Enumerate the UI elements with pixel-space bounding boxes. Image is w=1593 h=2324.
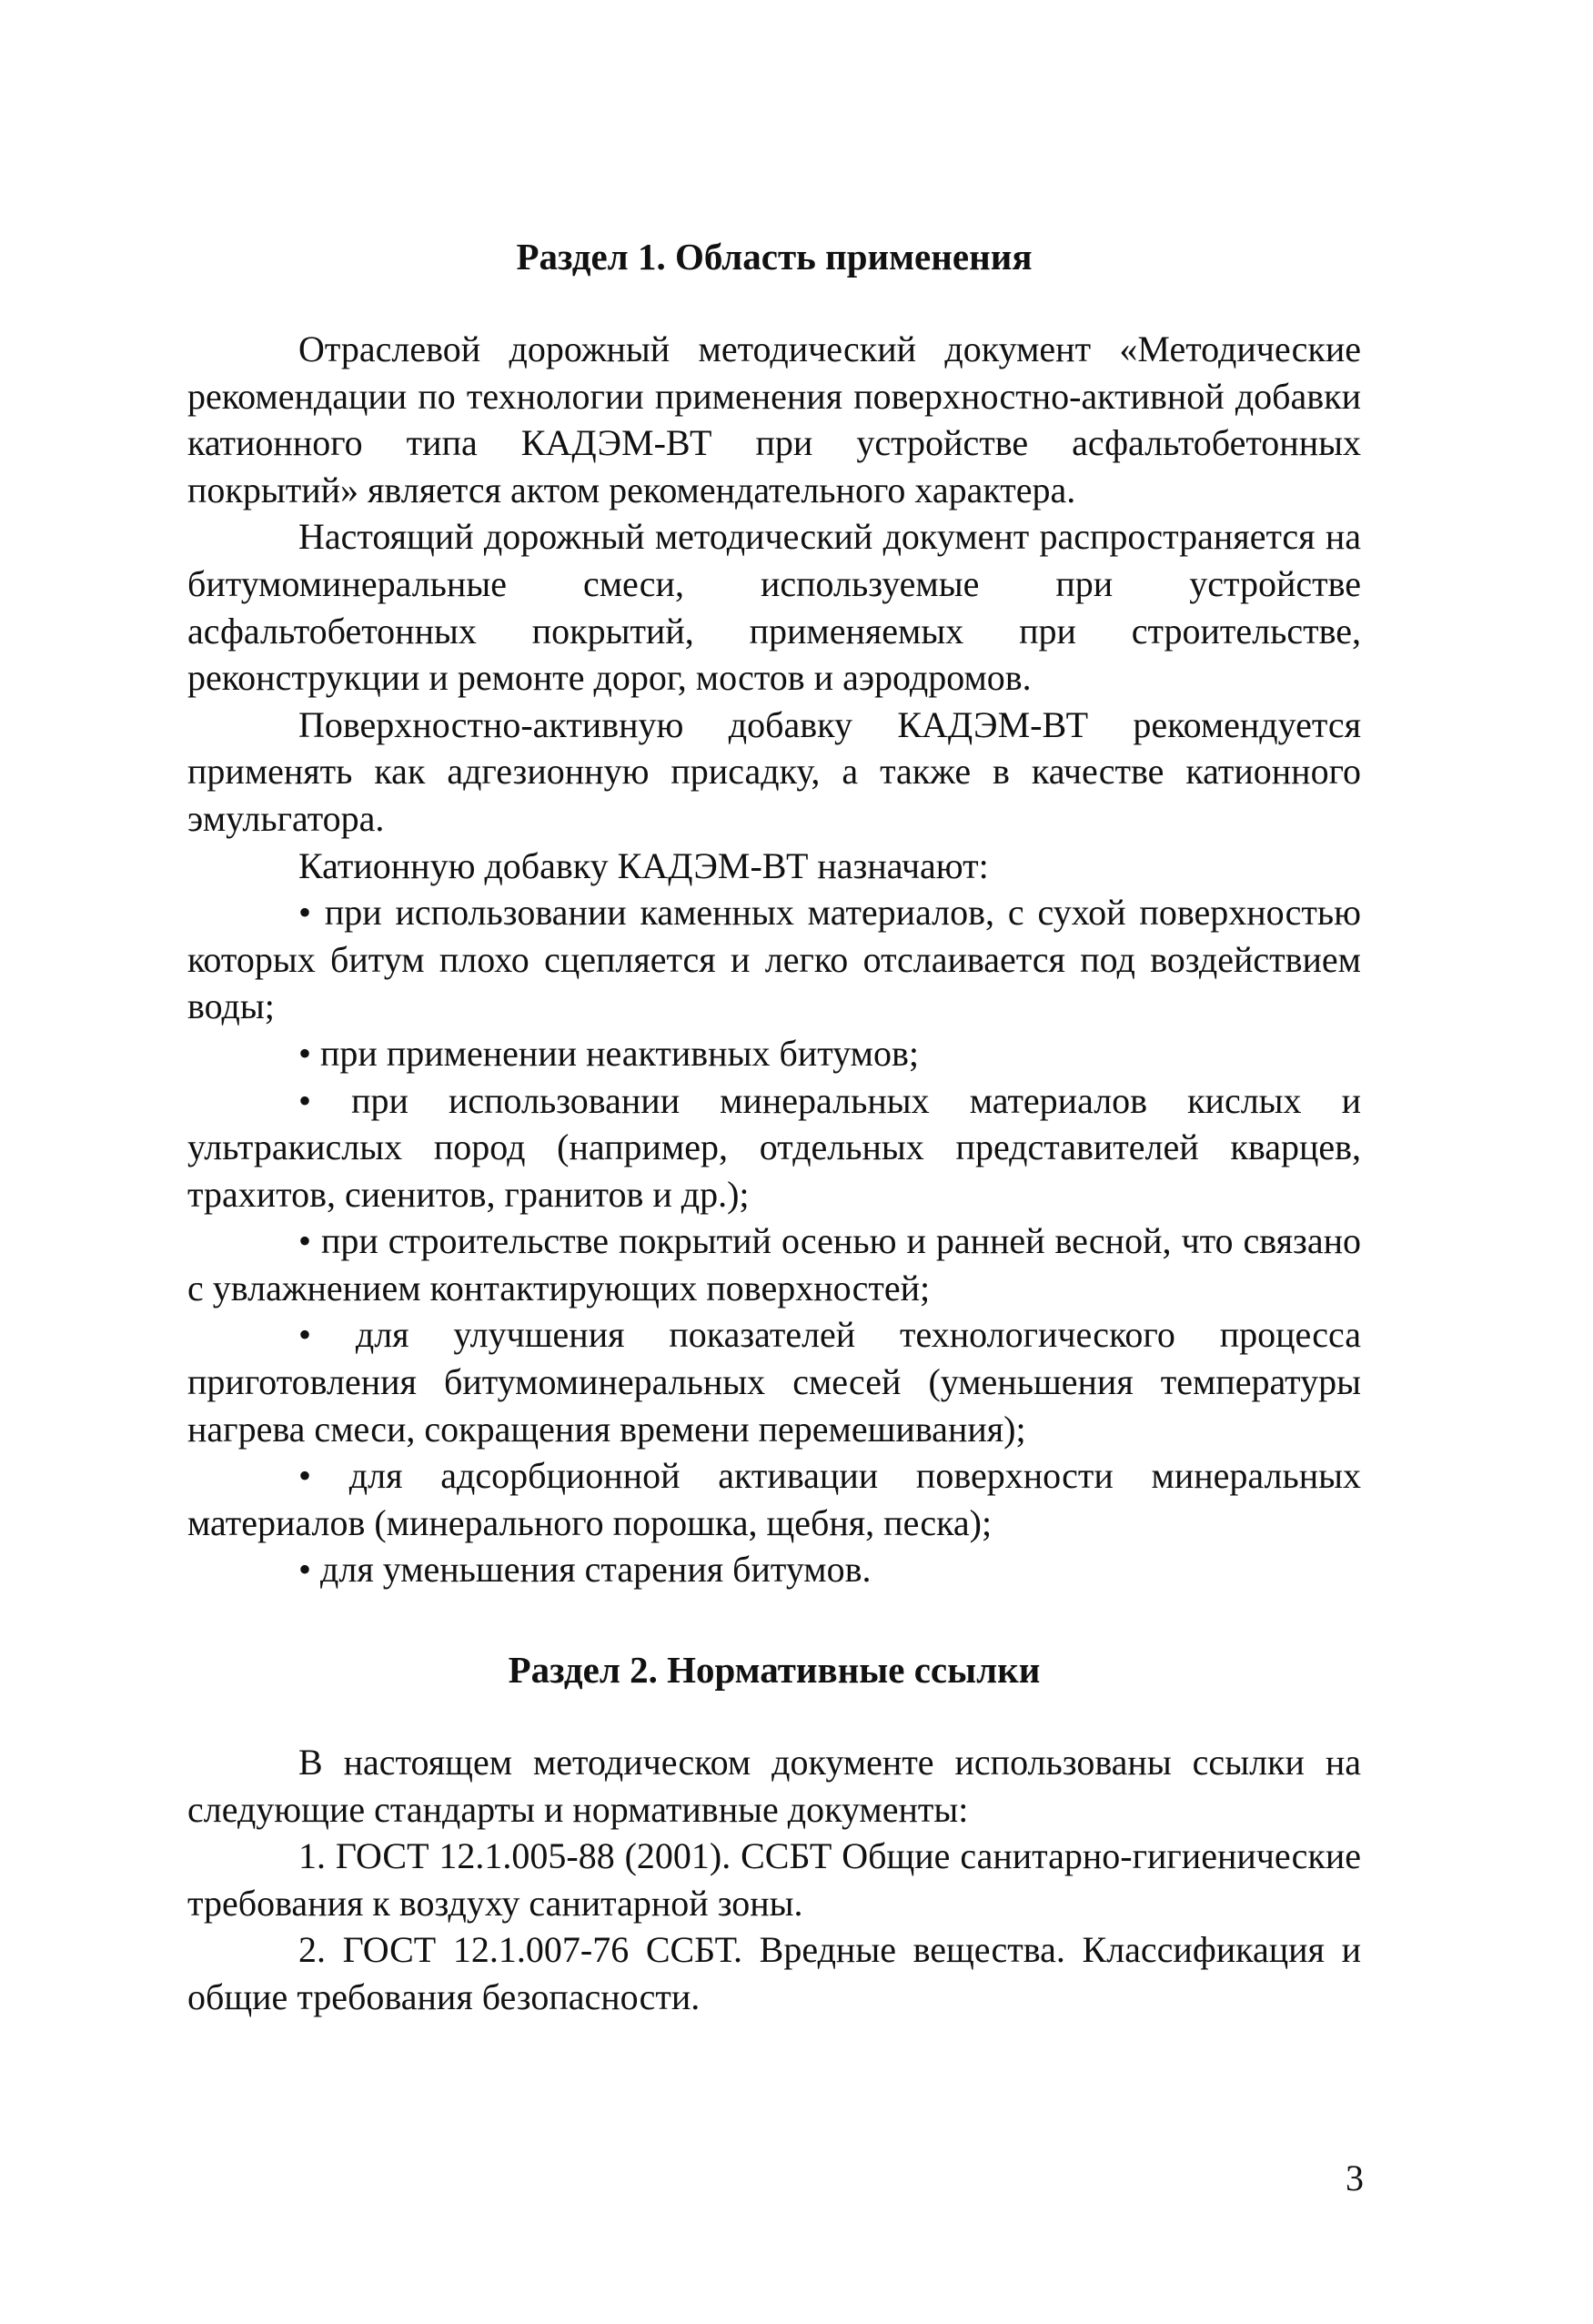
section-2-intro: В настоящем методическом документе использованы ссылки на следующие стандарты и нормативные документы: <box>187 1742 1361 1830</box>
bullet-item: • при использовании минеральных материалов кислых и ультракислых пород (например, отдельных представителей кварцев, трахитов, сиенитов, гранитов и др.); <box>187 1077 1361 1218</box>
section-1-heading: Раздел 1. Область применения <box>516 236 1033 278</box>
section-1-paragraph: Отраслевой дорожный методический документ «Методические рекомендации по технологии применения поверхностно-активной добавки катионного типа КАДЭМ-ВТ при устройстве асфальтобетонных покрытий» является актом рекомендательного характера. <box>187 328 1361 510</box>
reference-item: 1. ГОСТ 12.1.005-88 (2001). ССБТ Общие санитарно-гигиенические требования к воздуху санитарной зоны. <box>187 1835 1361 1924</box>
page-content <box>187 233 1361 2021</box>
page-number: 3 <box>1346 2157 1364 2198</box>
bullet-item: • при строительстве покрытий осенью и ранней весной, что связано с увлажнением контактирующих поверхностей; <box>187 1218 1361 1311</box>
bullet-item: • для улучшения показателей технологического процесса приготовления битумоминеральных смесей (уменьшения температуры нагрева смеси, сокращения времени перемешивания); <box>187 1311 1361 1452</box>
section-2-heading: Раздел 2. Нормативные ссылки <box>508 1649 1041 1692</box>
section-1-paragraph: Поверхностно-активную добавку КАДЭМ-ВТ рекомендуется применять как адгезионную присадку, а также в качестве катионного эмульгатора. <box>187 703 1361 839</box>
section-1-paragraph: Катионную добавку КАДЭМ-ВТ назначают: <box>298 844 989 886</box>
bullet-item: • для адсорбционной активации поверхности минеральных материалов (минерального порошка, щебня, песка); <box>187 1452 1361 1546</box>
bullet-item: • для уменьшения старения битумов. <box>187 1546 1361 1593</box>
section-1-paragraph: Настоящий дорожный методический документ распространяется на битумоминеральные смеси, используемые при устройстве асфальтобетонных покрытий, применяемых при строительстве, реконструкции и ремонте дорог, мостов и аэродромов. <box>187 516 1361 699</box>
bullet-item: • при применении неактивных битумов; <box>187 1030 1361 1077</box>
reference-item: 2. ГОСТ 12.1.007-76 ССБТ. Вредные вещества. Классификация и общие требования безопасности. <box>187 1929 1361 2017</box>
bullet-item: • при использовании каменных материалов, с сухой поверхностью которых битум плохо сцепляется и легко отслаивается под воздействием воды; <box>187 889 1361 1030</box>
